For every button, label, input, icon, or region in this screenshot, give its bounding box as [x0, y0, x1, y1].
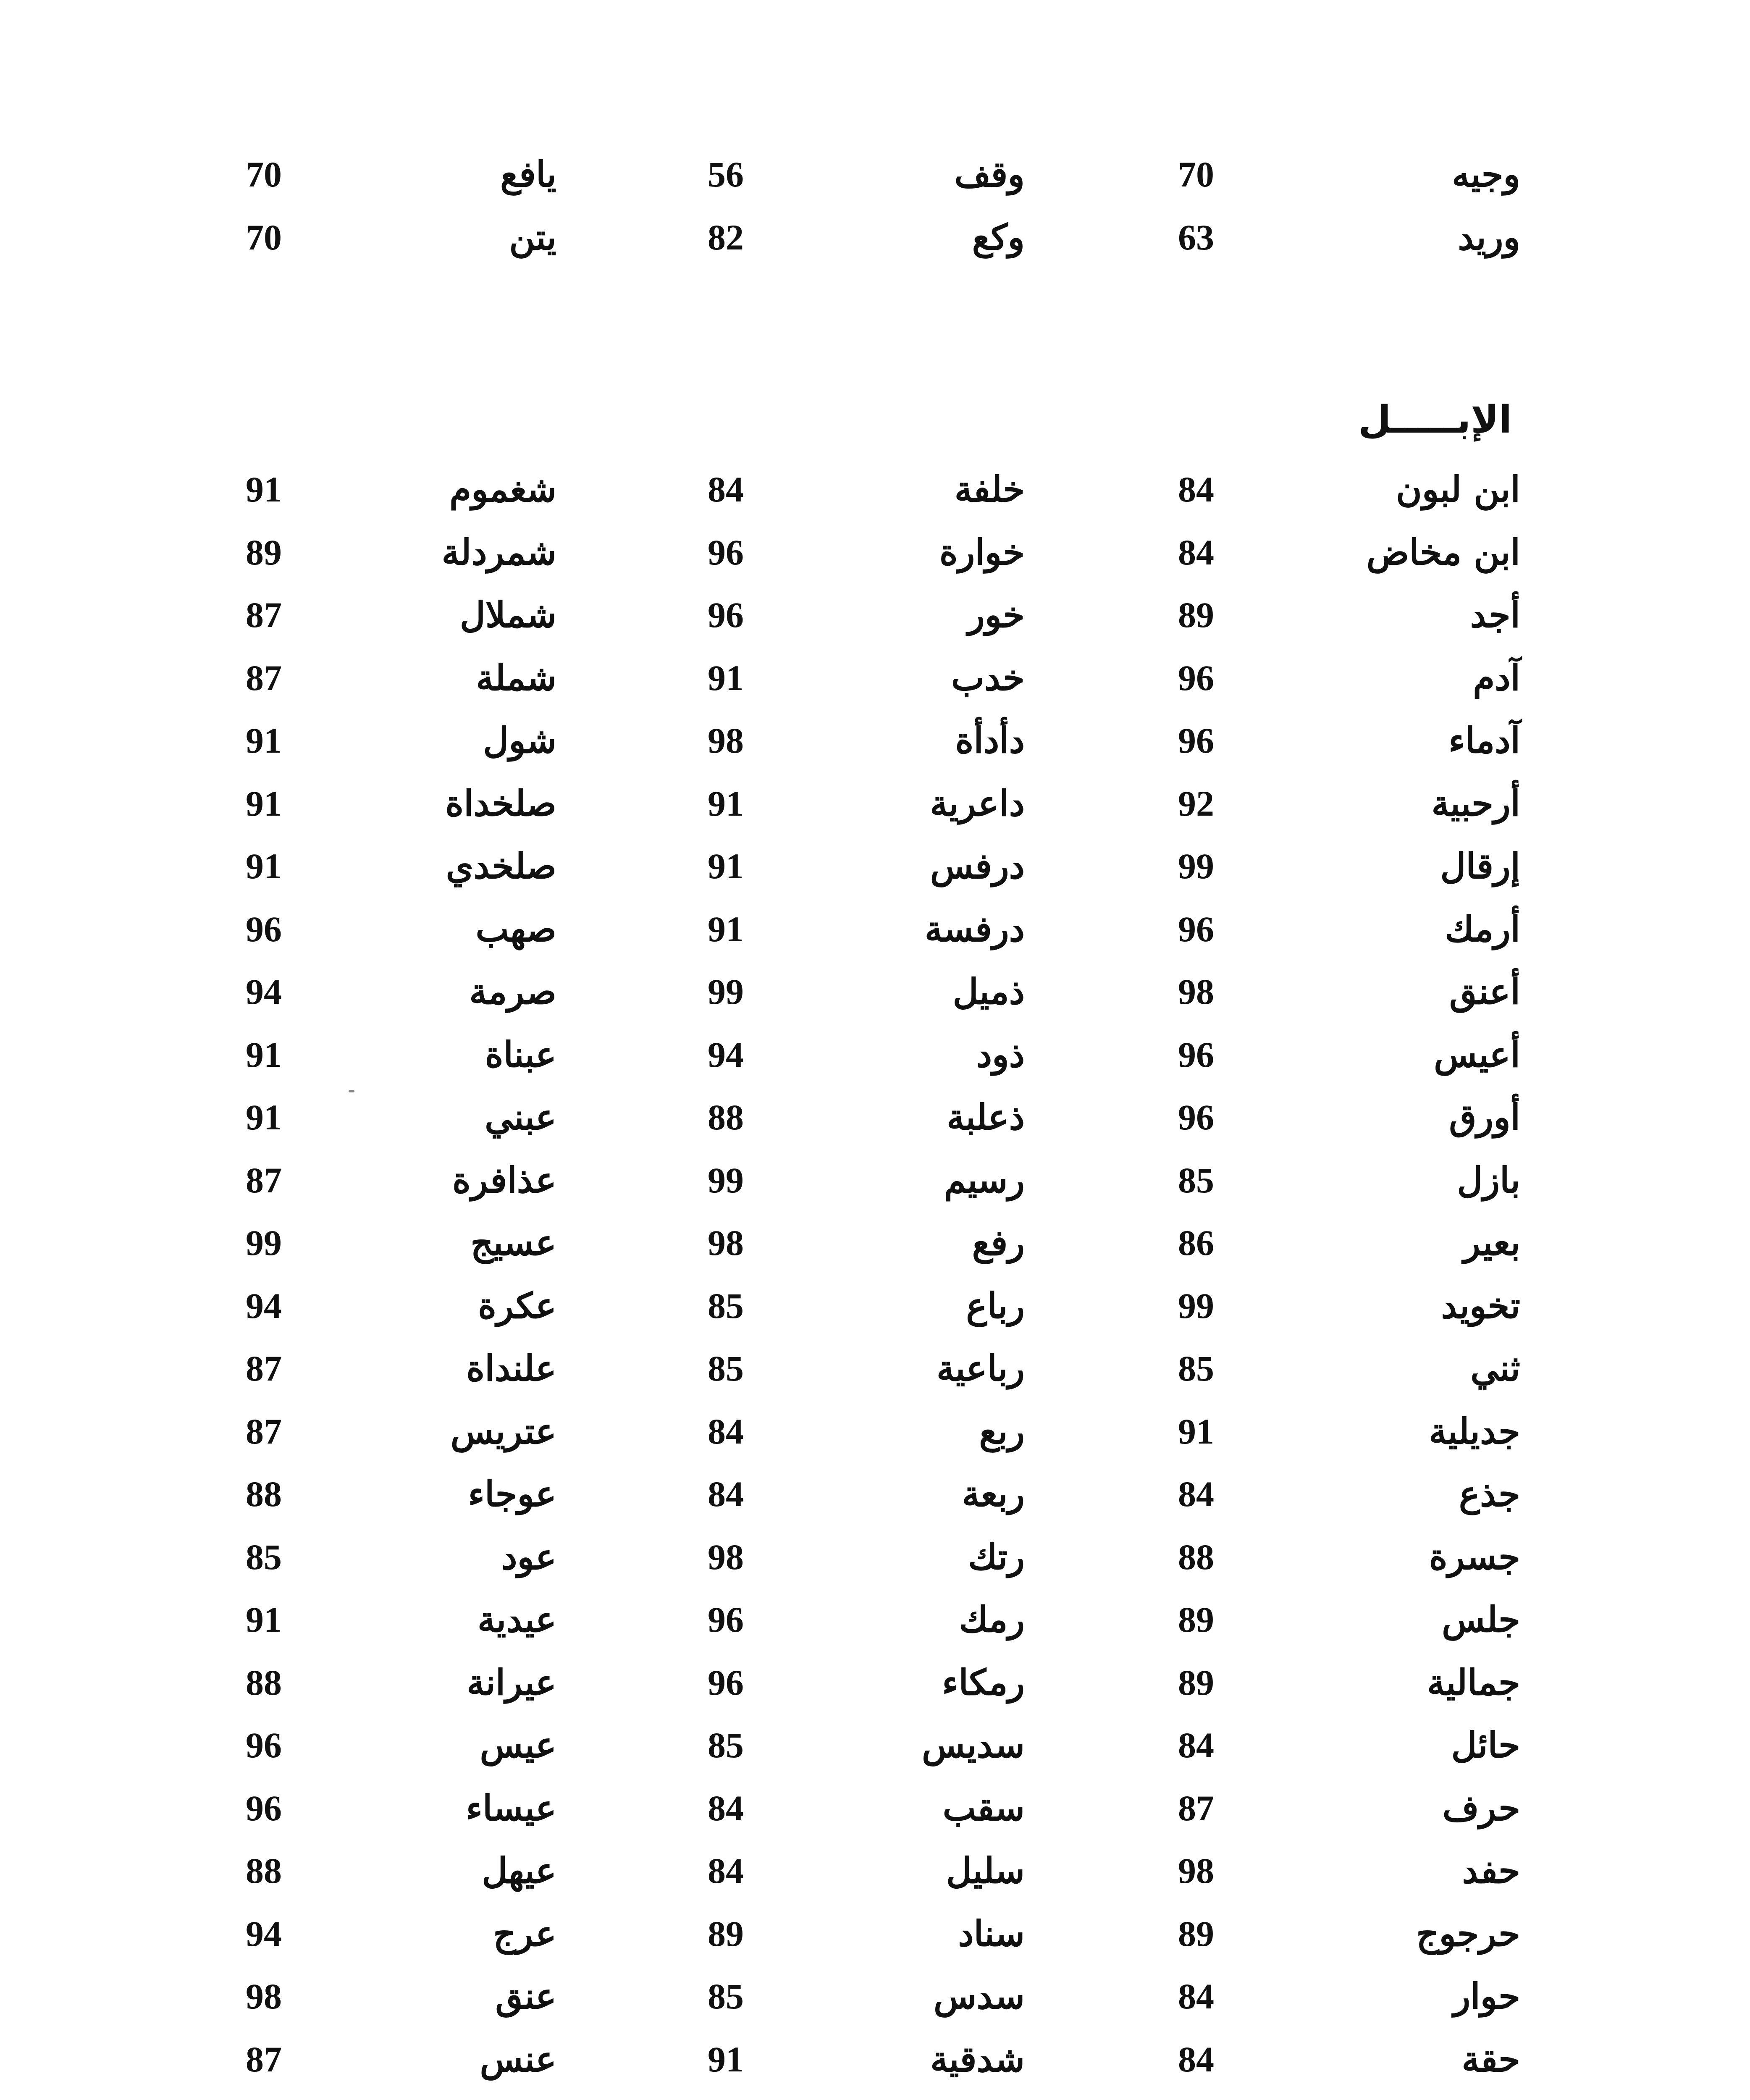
index-row	[227, 1651, 1520, 1714]
index-term: أعيس	[1434, 1033, 1520, 1075]
index-term: بازل	[1457, 1159, 1520, 1201]
index-term: حوار	[1453, 1975, 1520, 2017]
index-term: أرمك	[1445, 908, 1520, 950]
index-term	[790, 2090, 1025, 2100]
section-heading: الإبـــــل	[1358, 398, 1512, 442]
page-ref: 84	[1178, 1976, 1214, 2016]
page-ref: 94	[246, 1913, 282, 1954]
index-term: وجيه	[1452, 153, 1520, 195]
page-ref: 91	[246, 469, 282, 509]
index-term: جديلية	[1429, 1410, 1520, 1452]
index-term: صلخدي	[446, 845, 556, 887]
page-ref: 63	[1178, 217, 1214, 257]
page-ref: 98	[1178, 1851, 1214, 1891]
index-term: عكرة	[478, 1284, 556, 1326]
index-term	[321, 2090, 556, 2100]
page-ref: 70	[1178, 154, 1214, 194]
page-ref: 84	[1178, 1725, 1214, 1765]
page-ref: 94	[246, 1285, 282, 1326]
page-ref: 84	[1178, 469, 1214, 509]
index-term: جذع	[1459, 1473, 1520, 1515]
index-term: أعنق	[1449, 971, 1520, 1012]
page-ref: 99	[246, 1223, 282, 1263]
index-term: سليل	[946, 1850, 1025, 1891]
page-ref: 86	[1178, 1223, 1214, 1263]
index-term: عبني	[485, 1096, 556, 1138]
index-term: جسرة	[1429, 1536, 1520, 1578]
index-term: ذعلبة	[947, 1096, 1025, 1138]
index-term: رمكاء	[942, 1661, 1025, 1703]
page-ref: 85	[708, 1976, 744, 2016]
page-ref: 96	[1178, 720, 1214, 761]
index-term: عيرانة	[467, 1661, 556, 1703]
index-row	[227, 206, 1520, 269]
page-ref: 96	[246, 1788, 282, 1828]
page-ref: 91	[708, 846, 744, 886]
index-term: يافع	[500, 153, 556, 195]
index-row	[227, 2090, 1520, 2100]
page-ref	[1178, 2090, 1262, 2100]
index-continuation-block	[227, 143, 1520, 269]
index-term: ابن لبون	[1396, 468, 1520, 510]
index-term: خور	[968, 594, 1025, 635]
page-ref: 85	[246, 1536, 282, 1577]
page-ref: 84	[1178, 532, 1214, 572]
index-term: يتن	[509, 216, 556, 258]
index-term: عوجاء	[468, 1473, 556, 1515]
page-ref: 91	[246, 846, 282, 886]
index-term: شملال	[459, 594, 556, 635]
page-ref: 99	[708, 1160, 744, 1200]
page-ref: 91	[708, 657, 744, 698]
index-term: درفسة	[924, 908, 1025, 950]
page-ref: 85	[708, 1285, 744, 1326]
page-ref: 84	[1178, 2039, 1214, 2079]
index-row	[227, 898, 1520, 961]
page-ref: 89	[1178, 1913, 1214, 1954]
index-term: علنداة	[466, 1347, 556, 1389]
page-ref: 89	[1178, 1662, 1214, 1703]
index-term: آدم	[1473, 656, 1520, 698]
page-ref: 99	[1178, 1285, 1214, 1326]
index-row	[227, 960, 1520, 1023]
page-ref: 85	[1178, 1348, 1214, 1389]
index-row	[227, 1965, 1520, 2028]
scan-speck	[349, 1090, 354, 1092]
index-term: عرج	[493, 1912, 556, 1954]
index-row	[227, 1839, 1520, 1902]
index-row	[227, 1086, 1520, 1149]
page-ref: 91	[708, 2039, 744, 2079]
index-term: صلخداة	[445, 782, 556, 824]
index-term: خدب	[951, 656, 1025, 698]
page-ref: 98	[246, 1976, 282, 2016]
index-row	[227, 1462, 1520, 1525]
index-term: عتريس	[450, 1410, 556, 1452]
index-term: سناد	[958, 1912, 1025, 1954]
index-row	[227, 772, 1520, 835]
page-ref: 96	[708, 1599, 744, 1640]
index-term: سديس	[922, 1724, 1025, 1766]
page-ref: 88	[708, 1097, 744, 1137]
page-ref: 91	[246, 783, 282, 824]
page-ref: 87	[246, 657, 282, 698]
page-ref: 91	[708, 783, 744, 824]
index-term: جمالية	[1427, 1661, 1520, 1703]
index-term: سقب	[942, 1787, 1025, 1829]
index-term: ربع	[979, 1410, 1025, 1452]
index-term	[1285, 2090, 1520, 2100]
page-ref: 87	[1178, 1788, 1214, 1828]
index-term: ذميل	[952, 971, 1025, 1012]
index-term: وكع	[972, 216, 1025, 258]
index-term: رتك	[968, 1536, 1025, 1578]
page-ref: 91	[246, 720, 282, 761]
index-row	[227, 709, 1520, 772]
index-term: رفع	[972, 1222, 1025, 1263]
page-ref: 91	[246, 1034, 282, 1075]
index-term: عيدية	[478, 1599, 556, 1640]
index-term: ثني	[1470, 1347, 1520, 1389]
index-row	[227, 458, 1520, 521]
index-row	[227, 1211, 1520, 1274]
index-term: رمك	[959, 1599, 1025, 1640]
index-term: جلس	[1442, 1599, 1520, 1640]
index-term: عود	[501, 1536, 556, 1578]
page-ref: 84	[1178, 1474, 1214, 1514]
page-ref: 85	[708, 1348, 744, 1389]
index-term: حائل	[1451, 1724, 1520, 1766]
index-row	[227, 583, 1520, 646]
index-term: عسيج	[470, 1222, 556, 1263]
page-ref: 92	[1178, 783, 1214, 824]
index-term: عيساء	[466, 1787, 556, 1829]
index-row	[227, 646, 1520, 709]
page-ref: 85	[1178, 1160, 1214, 1200]
page-ref: 87	[246, 1160, 282, 1200]
page-ref: 89	[1178, 595, 1214, 635]
index-term: عيس	[480, 1724, 556, 1766]
index-row	[227, 1777, 1520, 1840]
index-term: دأدأة	[955, 719, 1025, 761]
page-ref: 96	[1178, 1034, 1214, 1075]
index-term: ابن مخاض	[1366, 531, 1520, 573]
index-row	[227, 1588, 1520, 1651]
index-row	[227, 1525, 1520, 1588]
page-ref: 99	[708, 971, 744, 1012]
page-ref: 87	[246, 2039, 282, 2079]
page-ref: 89	[246, 532, 282, 572]
page-ref: 99	[1178, 846, 1214, 886]
index-term: عيهل	[482, 1850, 556, 1891]
index-term: حرف	[1442, 1787, 1520, 1829]
index-row	[227, 2028, 1520, 2091]
index-term: آدماء	[1448, 719, 1520, 761]
index-term: حفد	[1462, 1850, 1520, 1891]
page-ref: 89	[1178, 1599, 1214, 1640]
index-row	[227, 1902, 1520, 1965]
page-ref: 89	[708, 1913, 744, 1954]
index-term: داعرية	[930, 782, 1025, 824]
index-row	[227, 1400, 1520, 1463]
page-ref: 87	[246, 595, 282, 635]
index-term: سدس	[933, 1975, 1025, 2017]
page-ref: 96	[708, 1662, 744, 1703]
index-term: عنس	[480, 2038, 556, 2080]
index-term: عذافرة	[452, 1159, 556, 1201]
index-row	[227, 1274, 1520, 1337]
index-term: عبناة	[485, 1033, 556, 1075]
index-term: أرحبية	[1431, 782, 1520, 824]
index-term: أجد	[1470, 594, 1520, 635]
page-ref: 91	[1178, 1411, 1214, 1452]
page-ref	[708, 2090, 792, 2100]
page-ref: 94	[246, 971, 282, 1012]
page-ref: 84	[708, 1788, 744, 1828]
index-term: درفس	[930, 845, 1025, 887]
index-term: عنق	[495, 1975, 556, 2017]
page-ref: 88	[246, 1662, 282, 1703]
page-ref: 98	[1178, 971, 1214, 1012]
index-term: شمردلة	[441, 531, 556, 573]
index-term: شول	[483, 719, 556, 761]
page-ref: 84	[708, 1851, 744, 1891]
index-row	[227, 143, 1520, 206]
page-ref: 88	[246, 1474, 282, 1514]
index-term: وقف	[954, 153, 1025, 195]
index-term: شغموم	[449, 468, 556, 510]
page-ref: 98	[708, 1536, 744, 1577]
page-ref: 91	[708, 908, 744, 949]
index-term: رسيم	[944, 1159, 1025, 1201]
page-ref: 96	[708, 595, 744, 635]
page-ref: 88	[246, 1851, 282, 1891]
index-term: خلفة	[954, 468, 1025, 510]
index-row	[227, 1023, 1520, 1086]
page-ref: 88	[1178, 1536, 1214, 1577]
page-ref: 82	[708, 217, 744, 257]
index-term: وريد	[1458, 216, 1520, 258]
page-ref: 70	[246, 217, 282, 257]
index-row	[227, 521, 1520, 584]
page-ref: 96	[246, 908, 282, 949]
index-term: خوارة	[939, 531, 1025, 573]
index-term: تخويد	[1441, 1284, 1520, 1326]
index-term: شدقية	[930, 2038, 1025, 2080]
index-term: ذود	[976, 1033, 1025, 1075]
index-table	[227, 458, 1520, 2100]
page-ref: 96	[708, 532, 744, 572]
page-ref: 91	[246, 1097, 282, 1137]
page-ref: 94	[708, 1034, 744, 1075]
index-row	[227, 1149, 1520, 1212]
index-term: صهب	[475, 908, 556, 950]
index-term: رباعية	[936, 1347, 1025, 1389]
page-ref: 84	[708, 1474, 744, 1514]
page-ref: 87	[246, 1411, 282, 1452]
index-term: رباع	[966, 1284, 1025, 1326]
page-ref: 87	[246, 1348, 282, 1389]
page-ref: 96	[1178, 1097, 1214, 1137]
page-ref: 96	[1178, 908, 1214, 949]
page-ref: 85	[708, 1725, 744, 1765]
page-ref: 70	[246, 154, 282, 194]
index-term: حرجوج	[1416, 1912, 1520, 1954]
page-ref: 96	[1178, 657, 1214, 698]
index-term: حقة	[1461, 2038, 1520, 2080]
page-ref: 98	[708, 1223, 744, 1263]
page-ref: 98	[708, 720, 744, 761]
index-row	[227, 835, 1520, 898]
page-ref: 84	[708, 469, 744, 509]
index-term: شملة	[476, 656, 556, 698]
index-term: بعير	[1463, 1222, 1520, 1263]
page-ref: 56	[708, 154, 744, 194]
index-row	[227, 1337, 1520, 1400]
page-ref	[246, 2090, 330, 2100]
index-term: صرمة	[469, 971, 556, 1012]
index-term: إرقال	[1440, 845, 1520, 887]
page-ref: 96	[246, 1725, 282, 1765]
page-ref: 84	[708, 1411, 744, 1452]
index-term: أورق	[1449, 1096, 1520, 1138]
index-row	[227, 1714, 1520, 1777]
page-ref: 91	[246, 1599, 282, 1640]
index-term: ربعة	[962, 1473, 1025, 1515]
